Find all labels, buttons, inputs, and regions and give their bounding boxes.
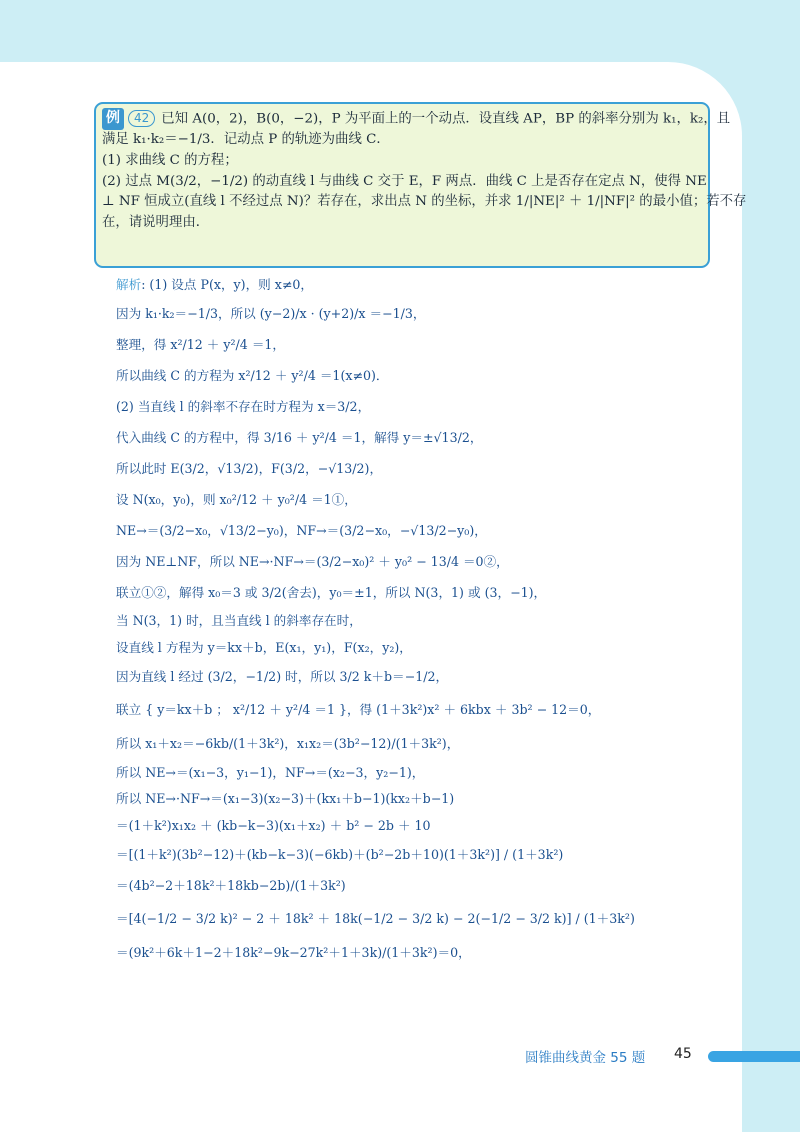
solution-line: ＝(4b²−2＋18k²＋18kb−2b)/(1＋3k²) (116, 877, 346, 893)
solution-line: 设 N(x₀，y₀)，则 x₀²/12 ＋ y₀²/4 ＝1①， (116, 491, 357, 507)
solution-label: 解析 (116, 276, 142, 292)
solution-line: 联立 { y＝kx＋b ； x²/12 ＋ y²/4 ＝1 }，得 (1＋3k²)x² ＋ 6kbx ＋ 3b² − 12＝0， (116, 702, 601, 718)
problem-text: 已知 A(0，2)，B(0，−2)，P 为平面上的一个动点．设直线 AP，BP 的斜率分别为 k₁，k₂，且 (161, 111, 731, 127)
example-problem-box (94, 102, 747, 268)
solution-line: 因为 NE⊥NF，所以 NE→·NF→＝(3/2−x₀)² ＋ y₀² − 13/4 ＝0②， (116, 553, 509, 569)
solution-line: 整理，得 x²/12 ＋ y²/4 ＝1， (116, 336, 286, 352)
solution-line: 所以 NE→·NF→＝(x₁−3)(x₂−3)＋(kx₁＋b−1)(kx₂＋b−1) (116, 791, 455, 807)
page-number: 45 (674, 1046, 692, 1062)
problem-line-3: (1) 求曲线 C 的方程； (102, 152, 238, 168)
solution-line (116, 270, 676, 297)
solution-line: 因为 k₁·k₂＝−1/3，所以 (y−2)/x · (y+2)/x ＝−1/3， (116, 305, 426, 321)
solution-line: ＝(9k²＋6k＋1−2＋18k²−9k−27k²＋1＋3k)/(1＋3k²)＝0， (116, 944, 471, 960)
solution-line: 所以此时 E(3/2，√13/2)，F(3/2，−√13/2)， (116, 460, 383, 476)
solution-line: 所以曲线 C 的方程为 x²/12 ＋ y²/4 ＝1(x≠0)． (116, 367, 389, 383)
example-tag (102, 108, 155, 130)
solution-line: 因为直线 l 经过 (3/2，−1/2) 时，所以 3/2 k＋b＝−1/2， (116, 668, 449, 684)
solution-line: (2) 当直线 l 的斜率不存在时方程为 x＝3/2， (116, 398, 371, 414)
example-label: 例 (102, 108, 124, 130)
solution-line: 当 N(3，1) 时，且当直线 l 的斜率存在时， (116, 613, 362, 629)
solution-line: ＝[4(−1/2 − 3/2 k)² − 2 ＋ 18k² ＋ 18k(−1/2 − 3/2 k) − 2(−1/2 − 3/2 k)] / (1＋3k²) (116, 911, 635, 927)
problem-line-4: (2) 过点 M(3/2，−1/2) 的动直线 l 与曲线 C 交于 E，F 两点．曲线 C 上是否存在定点 N，使得 NE (102, 173, 707, 189)
solution-line: 设直线 l 方程为 y＝kx＋b，E(x₁，y₁)，F(x₂，y₂)， (116, 639, 412, 655)
solution-line: 所以 NE→＝(x₁−3，y₁−1)，NF→＝(x₂−3，y₂−1)， (116, 764, 425, 780)
solution-line: ＝(1＋k²)x₁x₂ ＋ (kb−k−3)(x₁＋x₂) ＋ b² − 2b ＋ 10 (116, 817, 431, 833)
solution-section (116, 270, 676, 967)
solution-text: : (1) 设点 P(x，y)，则 x≠0， (141, 276, 314, 292)
footer-accent-bar (708, 1051, 800, 1062)
example-number: 42 (128, 110, 155, 127)
problem-line-2: 满足 k₁·k₂＝−1/3．记动点 P 的轨迹为曲线 C． (102, 132, 390, 148)
problem-line-1 (102, 108, 731, 130)
solution-line: 代入曲线 C 的方程中，得 3/16 ＋ y²/4 ＝1，解得 y＝±√13/2， (116, 429, 483, 445)
solution-line: ＝[(1＋k²)(3b²−12)＋(kb−k−3)(−6kb)＋(b²−2b＋10)(1＋3k²)] / (1＋3k²) (116, 846, 564, 862)
solution-line: NE→＝(3/2−x₀，√13/2−y₀)，NF→＝(3/2−x₀，−√13/2−y₀)， (116, 522, 487, 538)
book-title: 圆锥曲线黄金 55 题 (525, 1050, 646, 1066)
problem-line-6: 在，请说明理由． (102, 215, 210, 231)
solution-line: 所以 x₁＋x₂＝−6kb/(1＋3k²)，x₁x₂＝(3b²−12)/(1＋3k²)， (116, 735, 460, 751)
solution-line: 联立①②，解得 x₀＝3 或 3/2(舍去)，y₀＝±1，所以 N(3，1) 或 (3，−1)， (116, 584, 547, 600)
problem-line-5: ⊥ NF 恒成立(直线 l 不经过点 N)？若存在，求出点 N 的坐标，并求 1/|NE|² ＋ 1/|NF|² 的最小值；若不存 (102, 194, 747, 210)
